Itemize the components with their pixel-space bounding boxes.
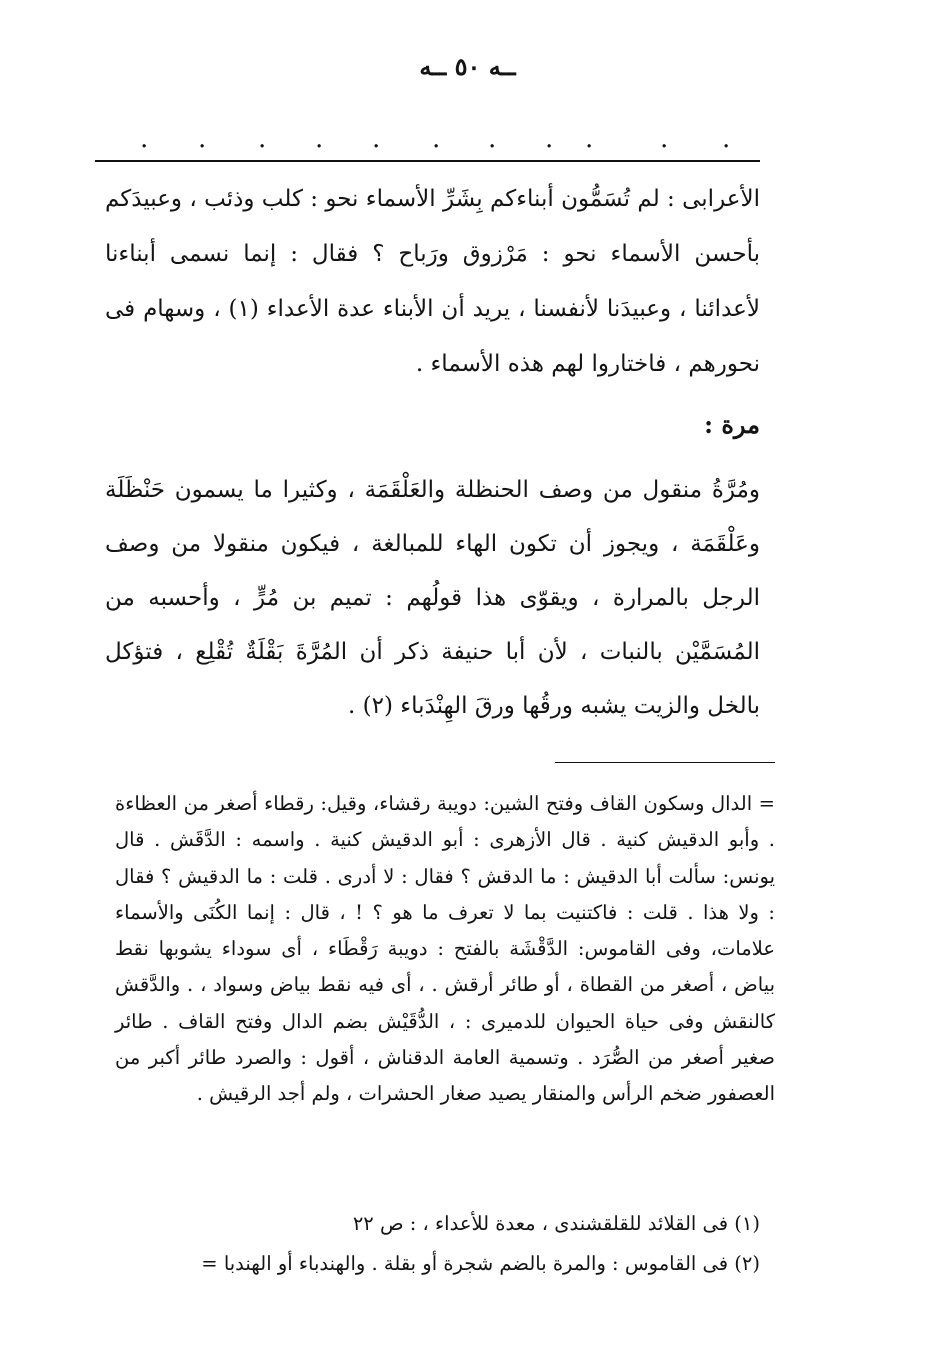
ornament-dot: . (545, 124, 554, 154)
footnote-separator (555, 762, 775, 763)
ornament-dot: . (258, 124, 267, 154)
ornament-dot: . (722, 124, 731, 154)
ornament-dot: . (372, 124, 381, 154)
section-heading: مرة : (704, 410, 760, 439)
ornament-dot: . (315, 124, 324, 154)
paragraph-text: الأعرابى : لم تُسَمُّون أبناءكم بِشَرِّ الأسماء نحو : كلب وذئب ، وعبيدَكم بأحسن الأسماء نحو : مَرْزوق ورَباح ؟ فقال : إنما نسمى أبناءنا لأعدائنا ، وعبيدَنا لأنفسنا ، يريد أن الأبناء عدة الأعداء (١) ، وسهام فى نحورهم ، فاختاروا لهم هذه الأسماء . (105, 186, 760, 377)
dot-ornament-row (110, 124, 770, 154)
footnote-text: = الدال وسكون القاف وفتح الشين: دويبة رقشاء، وقيل: رقطاء أصغر من العظاءة . وأبو الدقيش كنية . قال الأزهرى : أبو الدقيش كنية . واسمه : الدَّقَش . قال يونس: سألت أبا الدقيش : ما الدقش ؟ فقال : لا أدرى . قلت : ما الدقيش ؟ فقال : ولا هذا . قلت : فاكتنيت بما لا تعرف ما هو ؟ ! ، قال : إنما الكُنَى والأسماء علامات، وفى القاموس: الدَّقْشَة بالفتح : دويبة رَقْطَاء ، أى سوداء يشوبها نقط بياض ، أصغر من القطاة ، أو طائر أرقش . ، أى فيه نقط بياض وسواد ، . والدَّقش كالنقش وفى حياة الحيوان للدميرى : ، الدُّقَيْش بضم الدال وفتح القاف . طائر صغير أصغر من الصُّرَد . وتسمية العامة الدقناش ، أقول : والصرد طائر أكبر من العصفور ضخم الرأس والمنقار يصيد صغار الحشرات ، ولم أجد الرقيش . (115, 792, 775, 1106)
header-rule (95, 160, 760, 162)
footnote-continuation (115, 786, 775, 1113)
main-paragraph-2 (105, 463, 760, 733)
ornament-dot: . (140, 124, 149, 154)
page-number: ــه ٥٠ ــه (419, 52, 516, 81)
main-paragraph-1 (105, 172, 760, 392)
footnote-list (115, 1204, 760, 1284)
ornament-dot: . (432, 124, 441, 154)
ornament-dot: . (585, 124, 594, 154)
footnote-2: (٢) فى القاموس : والمرة بالضم شجرة أو بقلة . والهندباء أو الهندبا = (201, 1252, 760, 1275)
ornament-dot: . (488, 124, 497, 154)
ornament-dot: . (198, 124, 207, 154)
footnote-1: (١) فى القلائد للقلقشندى ، معدة للأعداء ، : ص ٢٢ (352, 1212, 760, 1235)
ornament-dot: . (660, 124, 669, 154)
paragraph-text: ومُرَّةُ منقول من وصف الحنظلة والعَلْقَمَة ، وكثيرا ما يسمون حَنْظَلَة وعَلْقَمَة ، ويجوز أن تكون الهاء للمبالغة ، فيكون منقولا من وصف الرجل بالمرارة ، ويقوّى هذا قولُهم : تميم بن مُرٍّ ، وأحسبه من المُسَمَّيْن بالنبات ، لأن أبا حنيفة ذكر أن المُرَّةَ بَقْلَةٌ تُقْلِع ، فتؤكل بالخل والزيت يشبه ورقُها ورقَ الهِنْدَباء (٢) . (105, 477, 760, 719)
